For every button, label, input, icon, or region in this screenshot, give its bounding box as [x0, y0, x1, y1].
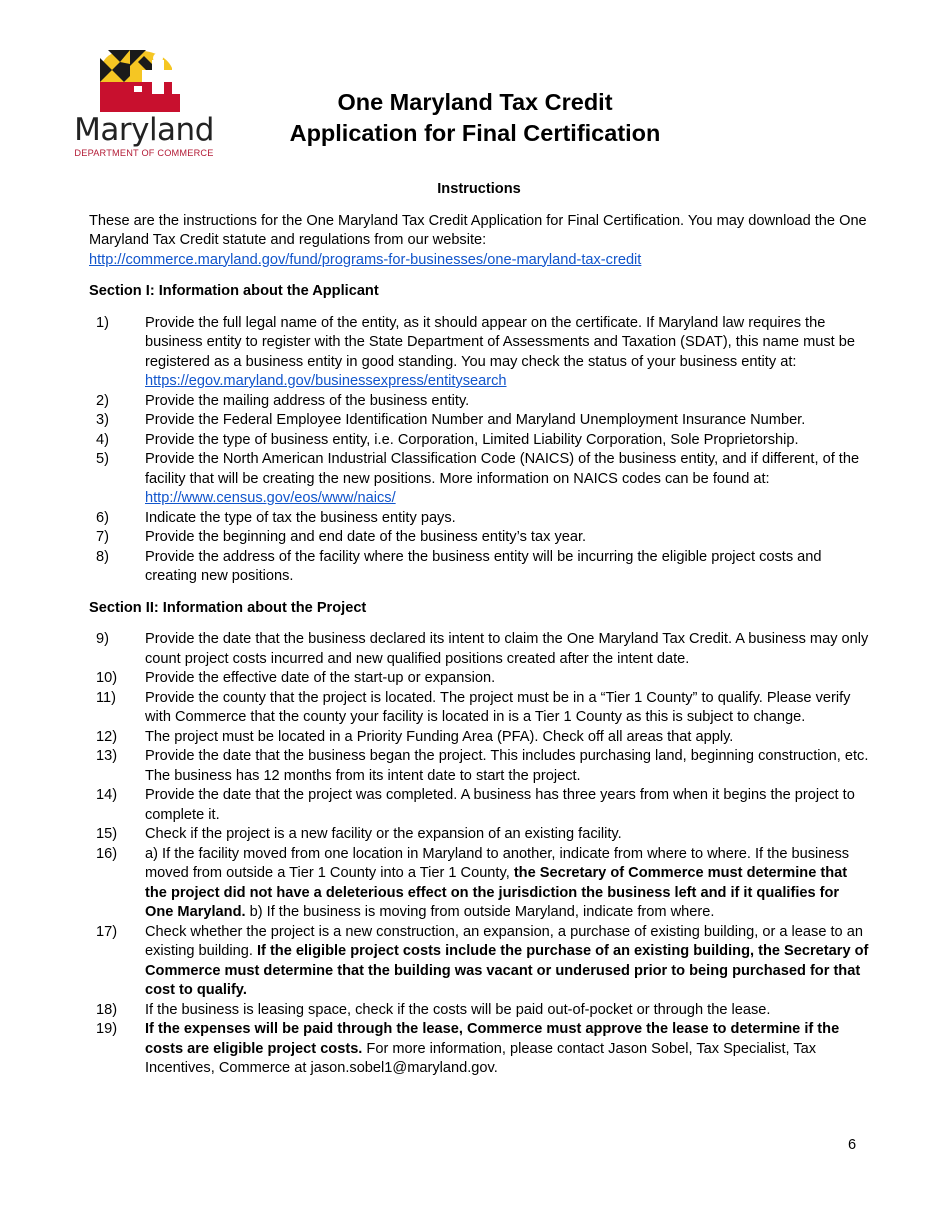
- item-number: 9): [96, 631, 109, 647]
- instructions-intro: [89, 212, 869, 271]
- item-text: [145, 630, 869, 669]
- item-text: [145, 728, 869, 748]
- item-body-text: Check if the project is a new facility or the expansion of an existing facility.: [145, 826, 622, 842]
- item-body-text: Provide the full legal name of the entity, as it should appear on the certificate. If Maryland law requires the business entity to register with the State Department of Assessments and Taxation (SDAT), this name must be registered as a business entity in good standing. You may check the status of your business entity at:: [145, 314, 856, 370]
- item-body-text: Provide the North American Industrial Classification Code (NAICS) of the business entity, and if different, of the facility that will be creating the new positions. More information on NAICS codes can be found at:: [145, 451, 860, 487]
- item-text: [145, 548, 869, 587]
- item-text: [145, 450, 869, 509]
- document-body: [89, 180, 869, 1091]
- page-title-line-1: One Maryland Tax Credit: [337, 89, 613, 115]
- item-body-text: If the business is leasing space, check if the costs will be paid out-of-pocket or through the lease.: [145, 1001, 771, 1018]
- item-body-text: The project must be located in a Priority Funding Area (PFA). Check off all areas that apply.: [145, 728, 734, 745]
- list-item: [89, 314, 869, 392]
- item-text: [145, 1001, 869, 1021]
- item-number: 11): [96, 689, 117, 706]
- logo-wordmark: Maryland: [74, 112, 214, 148]
- item-trailing-text: For more information, please contact Jason Sobel, Tax Specialist, Tax Incentives, Commerce at jason.sobel1@maryland.gov.: [145, 1040, 817, 1076]
- list-item: [89, 450, 869, 509]
- item-number: 19): [96, 1021, 118, 1037]
- maryland-commerce-logo: [68, 50, 220, 162]
- list-item: [89, 392, 869, 412]
- item-text: [145, 825, 869, 845]
- logo-department-label: DEPARTMENT OF COMMERCE: [74, 148, 214, 158]
- item-number: 6): [96, 509, 109, 526]
- item-text: [145, 845, 869, 923]
- item-body-text: Check whether the project is a new construction, an expansion, a purchase of existing building, or a lease to an existing building.: [145, 923, 863, 959]
- item-body-text: Provide the county that the project is located. The project must be in a “Tier 1 County” to qualify. Please verify with Commerce that the county your facility is located in is a Tier 1 County as this is subject to change.: [145, 689, 851, 725]
- item-body-text: Indicate the type of tax the business entity pays.: [145, 509, 456, 526]
- item-body-text: Provide the Federal Employee Identification Number and Maryland Unemployment Insurance Number.: [145, 412, 806, 428]
- section-2-heading: Section II: Information about the Project: [89, 599, 367, 616]
- list-item: [89, 528, 869, 548]
- item-number: 14): [96, 787, 118, 803]
- item-text: [145, 786, 869, 825]
- item-body-text: Provide the type of business entity, i.e. Corporation, Limited Liability Corporation, Sole Proprietorship.: [145, 431, 799, 448]
- item-number: 18): [96, 1001, 118, 1018]
- item-text: [145, 923, 869, 1001]
- item-emphasis-text: If the expenses will be paid through the lease, Commerce must approve the lease to determine if the costs are eligible project costs.: [145, 1021, 840, 1057]
- item-link[interactable]: https://egov.maryland.gov/businessexpress/entitysearch: [145, 373, 507, 389]
- item-body-text: Provide the date that the business declared its intent to claim the One Maryland Tax Credit. A business may only count project costs incurred and new qualified positions created after the intent date.: [145, 631, 869, 667]
- item-number: 17): [96, 923, 118, 940]
- item-number: 1): [96, 314, 109, 331]
- item-body-text: Provide the date that the project was completed. A business has three years from when it begins the project to complete it.: [145, 787, 855, 823]
- item-link[interactable]: http://www.census.gov/eos/www/naics/: [145, 490, 396, 506]
- item-number: 13): [96, 748, 118, 764]
- list-item: [89, 1001, 869, 1021]
- item-body-text: Provide the beginning and end date of the business entity’s tax year.: [145, 529, 587, 545]
- section-1-heading: Section I: Information about the Applicant: [89, 283, 379, 299]
- item-text: [145, 314, 869, 392]
- list-item: [89, 825, 869, 845]
- item-text: [145, 1020, 869, 1079]
- item-text: [145, 431, 869, 451]
- maryland-flag-emblem-icon: [68, 50, 220, 112]
- item-number: 7): [96, 529, 109, 545]
- list-item: [89, 411, 869, 431]
- commerce-website-link[interactable]: http://commerce.maryland.gov/fund/programs-for-businesses/one-maryland-tax-credit: [89, 251, 642, 268]
- item-text: [145, 411, 869, 431]
- item-text: [145, 689, 869, 728]
- item-text: [145, 669, 869, 689]
- item-text: [145, 747, 869, 786]
- item-number: 3): [96, 412, 109, 428]
- item-emphasis-text: If the eligible project costs include the purchase of an existing building, the Secretary of Commerce must determine that the building was vacant or underused prior to being purchased for that cost to qualify.: [145, 943, 869, 998]
- item-body-text: Provide the date that the business began the project. This includes purchasing land, beginning construction, etc. The business has 12 months from its intent date to start the project.: [145, 748, 869, 784]
- section-2-list: [89, 630, 869, 1079]
- intro-text: These are the instructions for the One Maryland Tax Credit Application for Final Certification. You may download the One Maryland Tax Credit statute and regulations from our website:: [89, 212, 867, 248]
- list-item: [89, 669, 869, 689]
- item-text: [145, 392, 869, 412]
- page-title-line-2: Application for Final Certification: [289, 120, 661, 146]
- item-number: 5): [96, 451, 109, 467]
- list-item: [89, 548, 869, 587]
- item-body-text: Provide the mailing address of the business entity.: [145, 392, 470, 409]
- item-number: 8): [96, 548, 109, 565]
- list-item: [89, 747, 869, 786]
- item-number: 15): [96, 826, 118, 842]
- item-text: [145, 509, 869, 529]
- page-number: 6: [848, 1137, 857, 1153]
- list-item: [89, 923, 869, 1001]
- list-item: [89, 845, 869, 923]
- item-body-text: Provide the address of the facility where the business entity will be incurring the eligible project costs and creating new positions.: [145, 548, 822, 584]
- list-item: [89, 786, 869, 825]
- item-number: 2): [96, 392, 109, 409]
- list-item: [89, 630, 869, 669]
- item-number: 4): [96, 431, 109, 448]
- page-title: [260, 87, 690, 149]
- item-body-text: a) If the facility moved from one location in Maryland to another, indicate from where to where. If the business moved from outside a Tier 1 County into a Tier 1 County,: [145, 845, 850, 881]
- list-item: [89, 431, 869, 451]
- item-emphasis-text: the Secretary of Commerce must determine that the project did not have a deleterious effect on the jurisdiction the business left and if it qualifies for One Maryland.: [145, 865, 848, 920]
- list-item: [89, 728, 869, 748]
- item-number: 10): [96, 670, 118, 686]
- item-number: 16): [96, 845, 118, 862]
- list-item: [89, 509, 869, 529]
- item-trailing-text: b) If the business is moving from outside Maryland, indicate from where.: [245, 904, 715, 920]
- item-number: 12): [96, 728, 118, 745]
- list-item: [89, 1020, 869, 1079]
- item-text: [145, 528, 869, 548]
- instructions-heading: Instructions: [437, 181, 521, 197]
- list-item: [89, 689, 869, 728]
- section-1-list: [89, 314, 869, 587]
- item-body-text: Provide the effective date of the start-up or expansion.: [145, 670, 496, 686]
